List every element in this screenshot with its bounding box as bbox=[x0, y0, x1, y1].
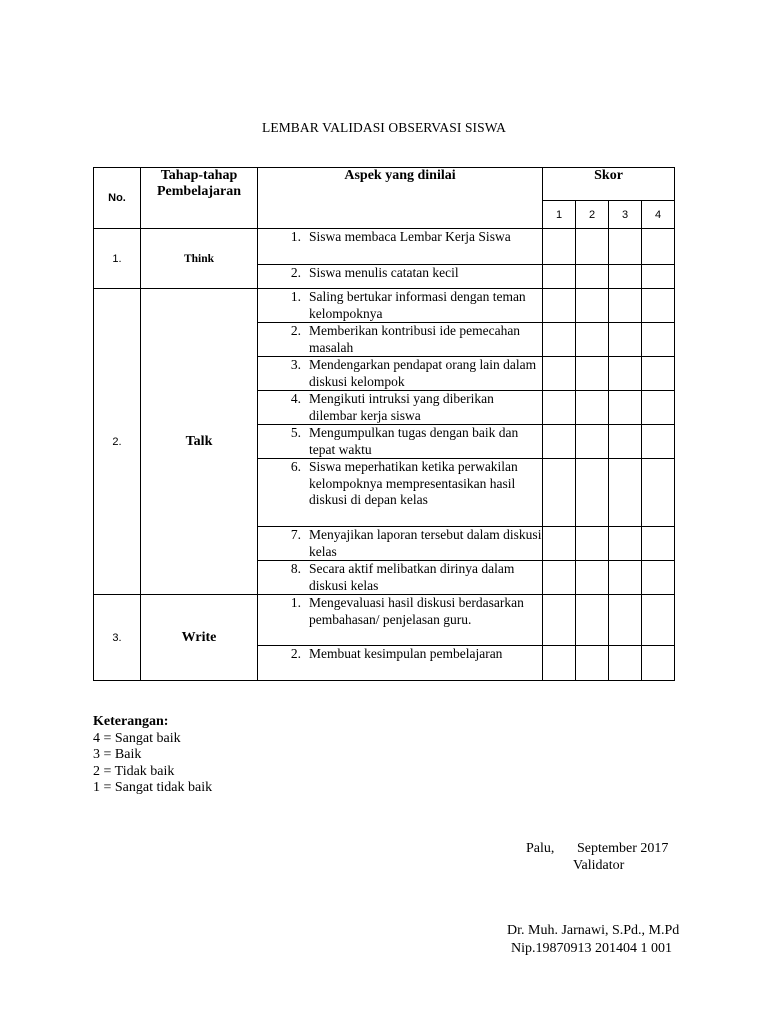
aspect-text: Mengikuti intruksi yang diberikan dilembar kerja siswa bbox=[309, 391, 494, 423]
score-cell[interactable] bbox=[642, 265, 675, 289]
aspect-text: Siswa membaca Lembar Kerja Siswa bbox=[309, 229, 511, 244]
stage-label: Write bbox=[141, 595, 258, 681]
aspect-item bbox=[258, 323, 543, 357]
table-row bbox=[94, 229, 675, 265]
group-no: 2. bbox=[94, 289, 141, 595]
aspect-item bbox=[258, 425, 543, 459]
aspect-number: 4. bbox=[290, 391, 301, 406]
score-cell[interactable] bbox=[543, 323, 576, 357]
score-cell[interactable] bbox=[543, 357, 576, 391]
header-aspek: Aspek yang dinilai bbox=[258, 168, 543, 229]
aspect-item bbox=[258, 289, 543, 323]
score-cell[interactable] bbox=[543, 561, 576, 595]
notes-line: 1 = Sangat tidak baik bbox=[93, 780, 213, 795]
aspect-item bbox=[258, 391, 543, 425]
header-skor-4: 4 bbox=[642, 201, 675, 229]
aspect-number: 3. bbox=[290, 357, 301, 372]
aspect-text: Memberikan kontribusi ide pemecahan masalah bbox=[309, 323, 521, 355]
score-cell[interactable] bbox=[609, 595, 642, 646]
stage-label: Think bbox=[141, 229, 258, 289]
aspect-text: Secara aktif melibatkan dirinya dalam diskusi kelas bbox=[309, 561, 515, 593]
score-cell[interactable] bbox=[543, 229, 576, 265]
header-tahap-line2: Pembelajaran bbox=[157, 184, 241, 199]
score-cell[interactable] bbox=[543, 646, 576, 681]
score-cell[interactable] bbox=[642, 646, 675, 681]
score-cell[interactable] bbox=[609, 229, 642, 265]
score-cell[interactable] bbox=[609, 391, 642, 425]
score-cell[interactable] bbox=[543, 391, 576, 425]
aspect-item bbox=[258, 265, 543, 289]
score-cell[interactable] bbox=[609, 425, 642, 459]
score-cell[interactable] bbox=[576, 289, 609, 323]
score-cell[interactable] bbox=[609, 357, 642, 391]
score-cell[interactable] bbox=[576, 323, 609, 357]
table-row bbox=[94, 595, 675, 646]
score-cell[interactable] bbox=[642, 459, 675, 527]
header-skor: Skor bbox=[543, 168, 675, 201]
signature-place: Palu, bbox=[526, 841, 555, 856]
aspect-number: 7. bbox=[290, 527, 301, 542]
score-cell[interactable] bbox=[576, 595, 609, 646]
score-cell[interactable] bbox=[543, 459, 576, 527]
score-cell[interactable] bbox=[642, 595, 675, 646]
score-cell[interactable] bbox=[576, 459, 609, 527]
aspect-number: 2. bbox=[290, 646, 301, 661]
header-skor-2: 2 bbox=[576, 201, 609, 229]
group-no: 3. bbox=[94, 595, 141, 681]
aspect-item bbox=[258, 357, 543, 391]
score-cell[interactable] bbox=[609, 323, 642, 357]
notes-line: 3 = Baik bbox=[93, 747, 142, 762]
signature-role: Validator bbox=[573, 858, 625, 873]
notes-line: 4 = Sangat baik bbox=[93, 730, 181, 746]
score-cell[interactable] bbox=[576, 561, 609, 595]
score-cell[interactable] bbox=[642, 229, 675, 265]
score-cell[interactable] bbox=[543, 265, 576, 289]
aspect-text: Siswa meperhatikan ketika perwakilan kelompoknya mempresentasikan hasil diskusi di depan kelas bbox=[309, 459, 518, 507]
score-cell[interactable] bbox=[576, 265, 609, 289]
aspect-text: Menyajikan laporan tersebut dalam diskusi kelas bbox=[309, 527, 542, 559]
aspect-number: 2. bbox=[290, 323, 301, 338]
header-skor-3: 3 bbox=[609, 201, 642, 229]
score-cell[interactable] bbox=[642, 425, 675, 459]
aspect-number: 5. bbox=[290, 425, 301, 440]
aspect-item bbox=[258, 459, 543, 527]
aspect-item bbox=[258, 595, 543, 646]
score-cell[interactable] bbox=[642, 323, 675, 357]
header-tahap-line1: Tahap-tahap bbox=[160, 168, 238, 183]
stage-label: Talk bbox=[141, 289, 258, 595]
aspect-number: 6. bbox=[290, 459, 301, 474]
aspect-number: 1. bbox=[290, 595, 301, 610]
signature-nip: Nip.19870913 201404 1 001 bbox=[511, 941, 672, 956]
aspect-item bbox=[258, 527, 543, 561]
score-cell[interactable] bbox=[543, 289, 576, 323]
notes-section bbox=[93, 714, 212, 797]
signature-name: Dr. Muh. Jarnawi, S.Pd., M.Pd bbox=[507, 923, 680, 938]
aspect-item bbox=[258, 561, 543, 595]
score-cell[interactable] bbox=[576, 527, 609, 561]
group-no: 1. bbox=[94, 229, 141, 289]
score-cell[interactable] bbox=[642, 357, 675, 391]
score-cell[interactable] bbox=[642, 527, 675, 561]
notes-line: 2 = Tidak baik bbox=[93, 763, 175, 779]
document-title: LEMBAR VALIDASI OBSERVASI SISWA bbox=[262, 120, 506, 135]
table-row bbox=[94, 289, 675, 323]
aspect-text: Siswa menulis catatan kecil bbox=[309, 265, 459, 280]
score-cell[interactable] bbox=[576, 425, 609, 459]
aspect-text: Saling bertukar informasi dengan teman kelompoknya bbox=[309, 289, 526, 321]
aspect-item bbox=[258, 646, 543, 681]
aspect-number: 2. bbox=[290, 265, 301, 280]
score-cell[interactable] bbox=[543, 595, 576, 646]
aspect-number: 1. bbox=[290, 289, 301, 304]
aspect-text: Membuat kesimpulan pembelajaran bbox=[309, 646, 503, 661]
notes-heading: Keterangan: bbox=[93, 714, 169, 729]
score-cell[interactable] bbox=[609, 527, 642, 561]
score-cell[interactable] bbox=[609, 646, 642, 681]
score-cell[interactable] bbox=[609, 561, 642, 595]
signature-date: September 2017 bbox=[577, 841, 669, 856]
score-cell[interactable] bbox=[576, 646, 609, 681]
aspect-number: 8. bbox=[290, 561, 301, 576]
score-cell[interactable] bbox=[642, 391, 675, 425]
header-skor-1: 1 bbox=[543, 201, 576, 229]
score-cell[interactable] bbox=[642, 561, 675, 595]
observation-table bbox=[93, 167, 675, 681]
aspect-text: Mendengarkan pendapat orang lain dalam diskusi kelompok bbox=[309, 357, 537, 389]
score-cell[interactable] bbox=[543, 527, 576, 561]
score-cell[interactable] bbox=[642, 289, 675, 323]
score-cell[interactable] bbox=[543, 425, 576, 459]
score-cell[interactable] bbox=[576, 391, 609, 425]
score-cell[interactable] bbox=[576, 229, 609, 265]
aspect-text: Mengumpulkan tugas dengan baik dan tepat waktu bbox=[309, 425, 519, 457]
header-no: No. bbox=[94, 168, 141, 229]
score-cell[interactable] bbox=[576, 357, 609, 391]
score-cell[interactable] bbox=[609, 459, 642, 527]
score-cell[interactable] bbox=[609, 289, 642, 323]
aspect-item bbox=[258, 229, 543, 265]
header-tahap bbox=[141, 168, 258, 229]
score-cell[interactable] bbox=[609, 265, 642, 289]
aspect-number: 1. bbox=[290, 229, 301, 244]
aspect-text: Mengevaluasi hasil diskusi berdasarkan pembahasan/ penjelasan guru. bbox=[309, 595, 524, 627]
